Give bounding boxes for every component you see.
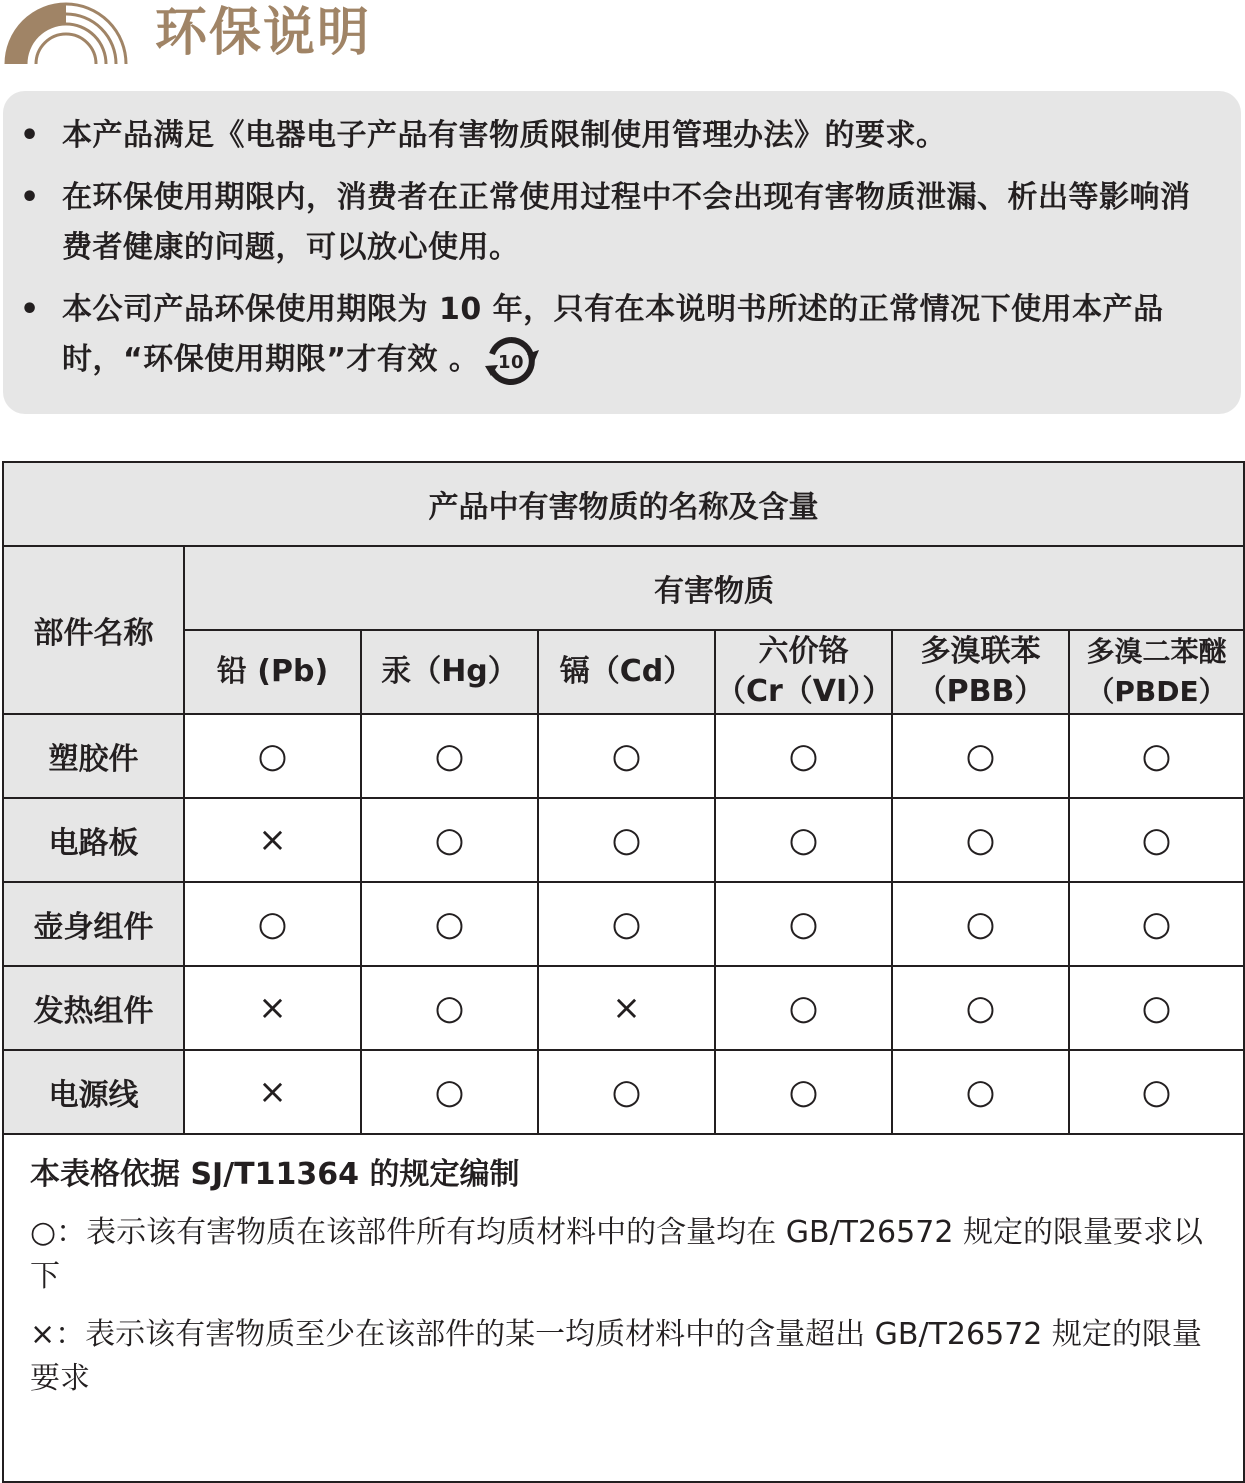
substance-mark-cell: ○ [715, 882, 892, 966]
substance-mark-cell: ○ [1069, 966, 1244, 1050]
substance-mark-cell: ○ [892, 882, 1069, 966]
table-row [3, 714, 1244, 798]
part-name-cell: 发热组件 [3, 966, 184, 1050]
substance-name: 多溴二苯醚 [1086, 635, 1227, 668]
substance-mark-cell: ○ [715, 966, 892, 1050]
substance-mark-cell: ○ [361, 966, 538, 1050]
eco-10-year-badge-icon [483, 336, 539, 386]
part-name-cell: 壶身组件 [3, 882, 184, 966]
substance-mark-cell: ○ [715, 798, 892, 882]
substance-mark-cell: ○ [892, 966, 1069, 1050]
part-name-cell: 电源线 [3, 1050, 184, 1134]
table-title: 产品中有害物质的名称及含量 [3, 462, 1244, 546]
substance-mark-cell: ○ [361, 1050, 538, 1134]
substance-mark-cell: ○ [184, 882, 361, 966]
substance-mark-cell: ○ [715, 1050, 892, 1134]
table-notes [3, 1134, 1244, 1482]
substance-header [538, 630, 715, 714]
cross-legend-note: ×：表示该有害物质至少在该部件的某一均质材料中的含量超出 GB/T26572 规定的限量要求 [30, 1317, 1202, 1396]
substance-mark-cell: ○ [361, 798, 538, 882]
table-row [3, 798, 1244, 882]
substance-mark-cell: ○ [361, 882, 538, 966]
substance-header [184, 630, 361, 714]
substance-name: 六价铬 [758, 634, 849, 669]
substance-formula: （PBDE） [1086, 675, 1227, 708]
hazardous-substance-table [2, 461, 1245, 1483]
notice-text-2: 在环保使用期限内，消费者在正常使用过程中不会出现有害物质泄漏、析出等影响消费者健康的问题，可以放心使用。 [62, 180, 1191, 265]
substance-mark-cell: × [184, 1050, 361, 1134]
substance-name: 镉（Cd） [559, 654, 694, 689]
part-name-header: 部件名称 [3, 546, 184, 714]
table-row [3, 1050, 1244, 1134]
notice-item-2 [62, 173, 1212, 273]
notice-text-1: 本产品满足《电器电子产品有害物质限制使用管理办法》的要求。 [62, 118, 947, 153]
page-header [0, 0, 1245, 80]
substance-mark-cell: ○ [715, 714, 892, 798]
arc-logo-icon [2, 0, 132, 66]
notice-text-3: 本公司产品环保使用期限为 10 年，只有在本说明书所述的正常情况下使用本产品时，“环保使用期限”才有效 。 [62, 292, 1164, 377]
substance-mark-cell: ○ [1069, 714, 1244, 798]
notice-item-3 [62, 285, 1212, 386]
substance-header [715, 630, 892, 714]
hazard-header: 有害物质 [184, 546, 1244, 630]
substance-header [892, 630, 1069, 714]
substance-mark-cell: ○ [538, 714, 715, 798]
table-row [3, 966, 1244, 1050]
table-row [3, 882, 1244, 966]
substance-formula: （Cr（VI）） [716, 674, 893, 709]
substance-header-row [3, 630, 1244, 714]
substance-mark-cell: ○ [538, 882, 715, 966]
circle-legend-note: ○：表示该有害物质在该部件所有均质材料中的含量均在 GB/T26572 规定的限量要求以下 [30, 1215, 1203, 1294]
substance-mark-cell: ○ [538, 1050, 715, 1134]
substance-mark-cell: ○ [1069, 882, 1244, 966]
substance-mark-cell: ○ [538, 798, 715, 882]
substance-name: 汞（Hg） [381, 654, 518, 689]
page-title: 环保说明 [155, 3, 372, 63]
substance-mark-cell: ○ [1069, 798, 1244, 882]
substance-mark-cell: × [184, 798, 361, 882]
substance-mark-cell: ○ [892, 714, 1069, 798]
substance-mark-cell: ○ [892, 1050, 1069, 1134]
substance-mark-cell: × [184, 966, 361, 1050]
substance-mark-cell: × [538, 966, 715, 1050]
substance-header [361, 630, 538, 714]
substance-mark-cell: ○ [361, 714, 538, 798]
substance-name: 铅 (Pb) [216, 654, 329, 689]
table-basis-note: 本表格依据 SJ/T11364 的规定编制 [30, 1157, 520, 1192]
badge-label: 10 [498, 351, 525, 373]
substance-mark-cell: ○ [1069, 1050, 1244, 1134]
substance-formula: （PBB） [916, 674, 1045, 709]
substance-name: 多溴联苯 [920, 634, 1041, 669]
notice-box [3, 91, 1241, 414]
part-name-cell: 电路板 [3, 798, 184, 882]
substance-header [1069, 630, 1244, 714]
substance-mark-cell: ○ [184, 714, 361, 798]
part-name-cell: 塑胶件 [3, 714, 184, 798]
substance-mark-cell: ○ [892, 798, 1069, 882]
notice-item-1 [62, 111, 1212, 161]
